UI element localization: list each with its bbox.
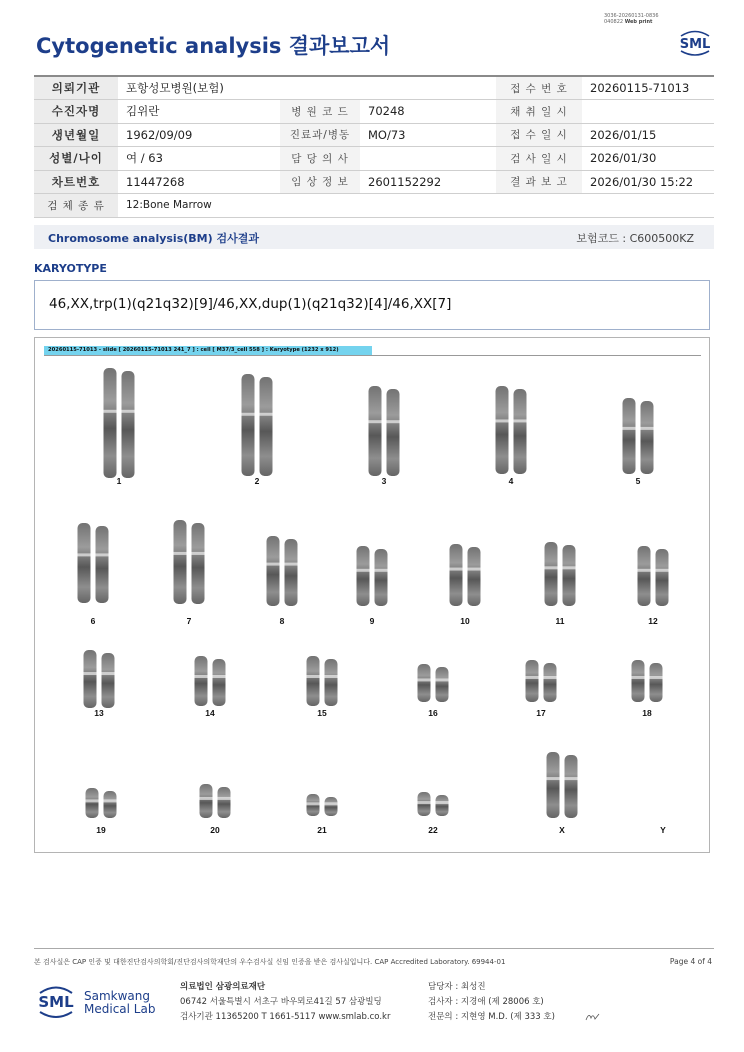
label-collection-date: 채 취 일 시	[496, 100, 582, 124]
centromere-8	[264, 563, 300, 566]
chromosome-16	[436, 667, 449, 702]
chromosome-label-4: 4	[508, 476, 514, 486]
footer-divider	[34, 948, 714, 949]
chromosome-1	[104, 368, 117, 478]
centromere-11	[542, 566, 578, 569]
chromosome-7	[174, 520, 187, 604]
sml-footer-logo	[36, 982, 76, 1022]
chromosome-group	[75, 368, 671, 835]
chromosome-10	[450, 544, 463, 606]
label-accession-number: 접 수 번 호	[496, 76, 582, 100]
chromosome-2	[242, 374, 255, 476]
chromosome-label-18: 18	[642, 708, 652, 718]
signature	[584, 1010, 602, 1022]
value-requesting-institution: 포항성모병원(보험)	[118, 76, 496, 100]
result-section-title: Chromosome analysis(BM) 검사결과	[48, 232, 259, 245]
label-clinical-info: 임 상 정 보	[280, 170, 360, 194]
centromere-5	[620, 427, 656, 430]
chromosome-20	[200, 784, 213, 818]
value-chart-number: 11447268	[118, 170, 280, 194]
print-id-code: 040822	[604, 19, 624, 25]
brand-name	[84, 990, 155, 1016]
chromosome-17	[544, 663, 557, 702]
chromosome-label-13: 13	[94, 708, 104, 718]
chromosome-label-Y: Y	[660, 825, 666, 835]
label-sex-age: 성별/나이	[34, 147, 118, 171]
value-birth-date: 1962/09/09	[118, 123, 280, 147]
centromere-2	[239, 413, 275, 416]
centromere-18	[629, 676, 665, 679]
value-physician	[360, 147, 496, 171]
chromosome-6	[78, 523, 91, 603]
chromosome-9	[357, 546, 370, 606]
info-row	[34, 123, 714, 147]
centromere-21	[304, 802, 340, 805]
chromosome-4	[514, 389, 527, 474]
page-number: Page 4 of 4	[669, 957, 712, 966]
chromosome-18	[650, 663, 663, 702]
centromere-19	[83, 799, 119, 802]
chromosome-8	[285, 539, 298, 606]
value-department-ward: MO/73	[360, 123, 496, 147]
chromosome-21	[325, 797, 338, 816]
label-test-date: 검 사 일 시	[496, 147, 582, 171]
chromosome-13	[102, 653, 115, 708]
staff-tester: 검사자 : 지경애 (제 28006 호)	[428, 997, 544, 1007]
info-row	[34, 170, 714, 194]
info-row	[34, 147, 714, 171]
info-row	[34, 194, 714, 218]
chromosome-20	[218, 787, 231, 818]
centromere-6	[75, 553, 111, 556]
label-report-date: 결 과 보 고	[496, 170, 582, 194]
chromosome-3	[369, 386, 382, 476]
slide-divider	[44, 355, 701, 356]
brand-line1: Samkwang	[84, 989, 150, 1003]
chromosome-label-6: 6	[90, 616, 96, 626]
chromosome-label-17: 17	[536, 708, 546, 718]
centromere-15	[304, 675, 340, 678]
organization-contact: 검사기관 11365200 T 1661-5117 www.smlab.co.kr	[180, 1012, 391, 1022]
insurance-code: 보험코드 : C600500KZ	[576, 232, 694, 245]
centromere-17	[523, 676, 559, 679]
centromere-X	[544, 777, 580, 780]
chromosome-5	[641, 401, 654, 474]
chromosome-X	[547, 752, 560, 818]
label-patient-name: 수진자명	[34, 100, 118, 124]
print-id-line2	[604, 19, 704, 25]
chromosome-13	[84, 650, 97, 708]
label-requesting-institution: 의뢰기관	[34, 76, 118, 100]
centromere-12	[635, 569, 671, 572]
organization-name: 의료법인 삼광의료재단	[180, 982, 266, 992]
result-section-header	[34, 225, 714, 249]
label-hospital-code: 병 원 코 드	[280, 100, 360, 124]
chromosome-19	[86, 788, 99, 818]
karyotype-result-box	[34, 280, 710, 330]
print-id-line1: 3036-20260131-0836	[604, 13, 659, 19]
centromere-14	[192, 675, 228, 678]
organization-info	[180, 980, 390, 1025]
chromosome-label-10: 10	[460, 616, 470, 626]
staff-info	[428, 980, 555, 1025]
label-physician: 담 당 의 사	[280, 147, 360, 171]
chromosome-22	[436, 795, 449, 816]
sml-footer-logo-text: SML	[38, 993, 74, 1011]
karyotype-heading: KARYOTYPE	[34, 262, 107, 275]
chromosome-label-19: 19	[96, 825, 106, 835]
centromere-1	[101, 410, 137, 413]
chromosome-1	[122, 371, 135, 478]
chromosome-2	[260, 377, 273, 476]
chromosome-label-16: 16	[428, 708, 438, 718]
sml-logo	[676, 28, 714, 58]
centromere-20	[197, 797, 233, 800]
karyogram-figure	[35, 338, 711, 854]
value-sex-age: 여 / 63	[118, 147, 280, 171]
value-test-date: 2026/01/30	[582, 147, 714, 171]
value-accession-number: 20260115-71013	[582, 76, 714, 100]
chromosome-18	[632, 660, 645, 702]
chromosome-16	[418, 664, 431, 702]
centromere-4	[493, 419, 529, 422]
chromosome-label-3: 3	[381, 476, 387, 486]
label-birth-date: 생년월일	[34, 123, 118, 147]
info-row	[34, 100, 714, 124]
slide-caption: 20260115-71013 - slide [ 20260115-71013 241_7 ] : cell [ M37/3_cell 558 ] : Karyotype (1232 x 912)	[44, 346, 372, 355]
report-title: Cytogenetic analysis 결과보고서	[36, 34, 391, 58]
centromere-16	[415, 678, 451, 681]
chromosome-15	[325, 659, 338, 706]
staff-specialist: 전문의 : 지현영 M.D. (제 333 호)	[428, 1012, 555, 1022]
chromosome-11	[563, 545, 576, 606]
centromere-3	[366, 420, 402, 423]
chromosome-label-21: 21	[317, 825, 327, 835]
chromosome-12	[656, 549, 669, 606]
chromosome-X	[565, 755, 578, 818]
label-received-date: 접 수 일 시	[496, 123, 582, 147]
karyogram-image	[34, 337, 710, 853]
value-received-date: 2026/01/15	[582, 123, 714, 147]
info-row	[34, 76, 714, 100]
chromosome-10	[468, 547, 481, 606]
centromere-7	[171, 552, 207, 555]
chromosome-12	[638, 546, 651, 606]
chromosome-14	[195, 656, 208, 706]
karyotype-result: 46,XX,trp(1)(q21q32)[9]/46,XX,dup(1)(q21q32)[4]/46,XX[7]	[49, 296, 452, 312]
staff-in-charge: 담당자 : 최성진	[428, 982, 486, 992]
organization-address: 06742 서울특별시 서초구 바우뫼로41길 57 삼광빌딩	[180, 997, 382, 1007]
label-specimen-type: 검 체 종 류	[34, 194, 118, 218]
chromosome-4	[496, 386, 509, 474]
value-collection-date	[582, 100, 714, 124]
chromosome-label-5: 5	[635, 476, 641, 486]
centromere-10	[447, 568, 483, 571]
chromosome-9	[375, 549, 388, 606]
chromosome-11	[545, 542, 558, 606]
chromosome-label-14: 14	[205, 708, 215, 718]
label-department-ward: 진료과/병동	[280, 123, 360, 147]
chromosome-label-22: 22	[428, 825, 438, 835]
centromere-13	[81, 672, 117, 675]
chromosome-label-12: 12	[648, 616, 658, 626]
value-specimen-type: 12:Bone Marrow	[118, 194, 714, 218]
value-clinical-info: 2601152292	[360, 170, 496, 194]
chromosome-19	[104, 791, 117, 818]
centromere-9	[354, 569, 390, 572]
chromosome-17	[526, 660, 539, 702]
chromosome-label-7: 7	[186, 616, 192, 626]
chromosome-14	[213, 659, 226, 706]
print-id	[604, 13, 704, 25]
chromosome-label-20: 20	[210, 825, 220, 835]
chromosome-label-15: 15	[317, 708, 327, 718]
sml-logo-text: SML	[679, 37, 711, 52]
chromosome-6	[96, 526, 109, 603]
accreditation-note: 본 검사실은 CAP 인증 및 대한진단검사의학회/진단검사의학재단의 우수검사실 신임 인증을 받은 검사실입니다. CAP Accredited Laboratory. 69944-01	[34, 958, 506, 966]
brand-line2: Medical Lab	[84, 1002, 156, 1016]
value-hospital-code: 70248	[360, 100, 496, 124]
print-id-mode: Web print	[624, 19, 653, 25]
chromosome-8	[267, 536, 280, 606]
chromosome-label-9: 9	[369, 616, 375, 626]
chromosome-label-8: 8	[279, 616, 285, 626]
value-patient-name: 김위란	[118, 100, 280, 124]
label-chart-number: 차트번호	[34, 170, 118, 194]
chromosome-5	[623, 398, 636, 474]
chromosome-label-1: 1	[116, 476, 122, 486]
value-report-date: 2026/01/30 15:22	[582, 170, 714, 194]
chromosome-label-11: 11	[555, 616, 565, 626]
chromosome-15	[307, 656, 320, 706]
chromosome-label-X: X	[559, 825, 565, 835]
chromosome-7	[192, 523, 205, 604]
chromosome-3	[387, 389, 400, 476]
centromere-22	[415, 801, 451, 804]
chromosome-label-2: 2	[254, 476, 260, 486]
patient-info-table	[34, 75, 714, 218]
